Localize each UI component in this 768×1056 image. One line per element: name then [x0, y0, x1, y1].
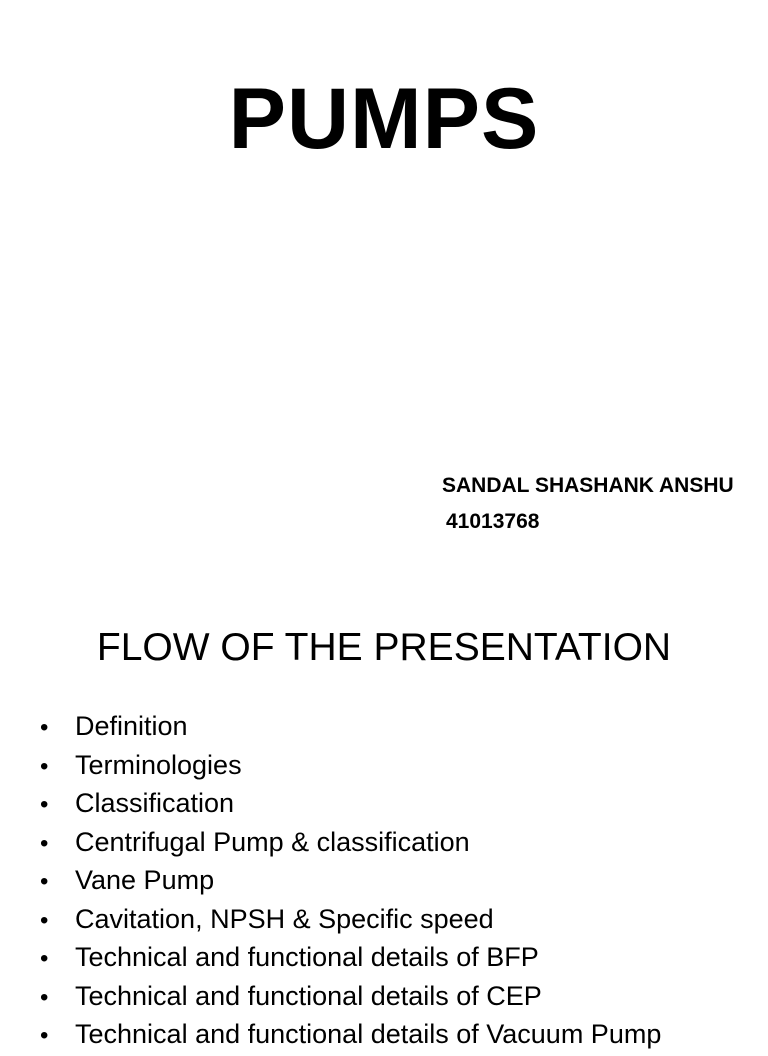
list-item: [40, 823, 661, 862]
bullet-icon: •: [40, 714, 49, 741]
list-item-text: Cavitation, NPSH & Specific speed: [75, 903, 494, 934]
list-item: [40, 938, 661, 977]
list-item-text: Technical and functional details of Vacuum Pump: [75, 1019, 662, 1049]
list-item: [40, 707, 661, 746]
list-item-text: Technical and functional details of BFP: [75, 942, 539, 972]
presentation-title: PUMPS: [228, 71, 540, 167]
bullet-icon: •: [40, 1022, 49, 1049]
bullet-icon: •: [40, 868, 49, 895]
list-item-text: Technical and functional details of CEP: [75, 980, 542, 1011]
list-item: [40, 1015, 661, 1054]
outline-list: [40, 707, 661, 1054]
bullet-icon: •: [40, 829, 49, 857]
list-item: [40, 861, 661, 900]
bullet-icon: •: [40, 945, 49, 972]
list-item: [40, 746, 661, 785]
list-item: [40, 784, 661, 823]
list-item: [40, 977, 661, 1016]
outline-slide: [0, 577, 768, 1049]
outline-title: FLOW OF THE PRESENTATION: [96, 626, 672, 669]
list-item-text: Vane Pump: [75, 865, 215, 895]
list-item-text: Terminologies: [75, 749, 242, 780]
list-item: [40, 900, 661, 939]
list-item-text: Classification: [75, 788, 235, 818]
author-name: SANDAL SHASHANK ANSHU: [442, 474, 734, 497]
bullet-icon: •: [40, 983, 49, 1011]
list-item-text: Definition: [75, 711, 188, 741]
list-item-text: Centrifugal Pump & classification: [75, 826, 470, 857]
bullet-icon: •: [40, 791, 49, 818]
author-id: 41013768: [446, 510, 540, 533]
bullet-icon: •: [40, 906, 49, 934]
bullet-icon: •: [40, 752, 49, 780]
